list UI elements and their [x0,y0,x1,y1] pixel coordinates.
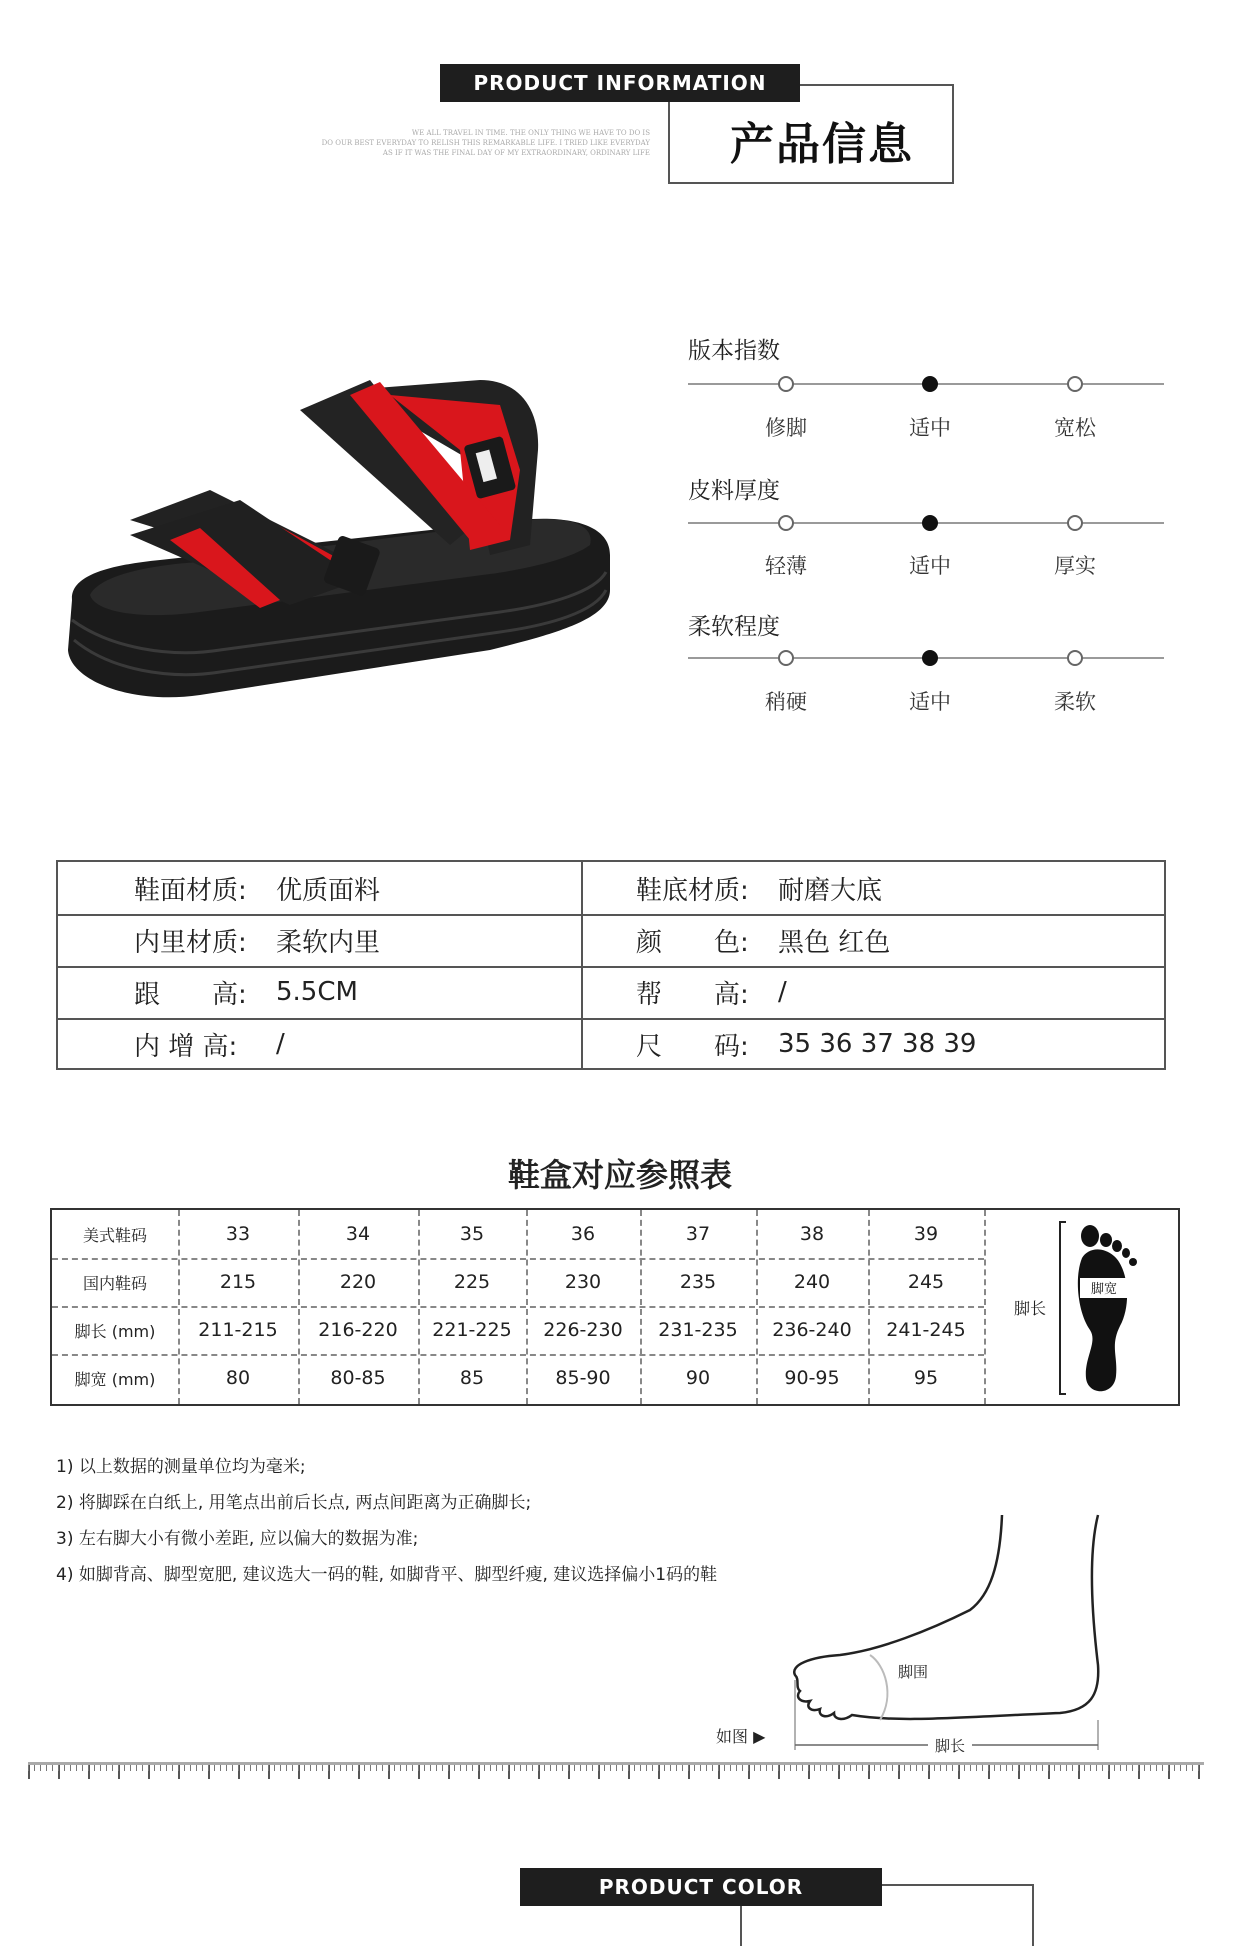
row-header: 脚长 (mm) [74,1321,156,1341]
size-cell: 85-90 [555,1367,611,1389]
rating-option-label: 轻薄 [765,554,807,578]
note-item: 2) 将脚踩在白纸上, 用笔点出前后长点, 两点间距离为正确脚长; [56,1493,532,1513]
spec-row [58,862,1164,916]
spec-row [58,914,1164,968]
spec-value: 耐磨大底 [778,875,883,906]
note-item: 3) 左右脚大小有微小差距, 应以偏大的数据为准; [56,1529,419,1549]
rating-selected-dot [922,515,938,531]
note-item: 1) 以上数据的测量单位均为毫米; [56,1457,306,1477]
size-chart-title: 鞋盒对应参照表 [507,1156,732,1194]
spec-label: 尺 码: [636,1031,749,1062]
product-color-banner [520,1868,882,1906]
size-row [52,1306,984,1354]
footer-banner-text: PRODUCT COLOR [598,1875,804,1899]
size-cell: 225 [453,1271,491,1293]
rating-option-dot [1067,650,1083,666]
tagline [110,128,650,158]
row-header: 国内鞋码 [82,1273,147,1293]
spec-value: / [276,1029,285,1059]
foot-width-label: 脚宽 [1090,1282,1118,1297]
spec-value: 35 36 37 38 39 [778,1029,977,1059]
size-cell: 226-230 [543,1319,623,1341]
spec-table [56,860,1166,1070]
page-title: 产品信息 [730,119,914,170]
diagram-pointer-label: 如图 ▶ [716,1727,766,1746]
spec-label: 内 增 高: [134,1031,238,1062]
rating-option-dot [1067,515,1083,531]
size-cell: 216-220 [318,1319,398,1341]
tagline-line: WE ALL TRAVEL IN TIME. THE ONLY THING WE HAVE TO DO IS [411,129,650,137]
size-cell: 38 [799,1223,825,1245]
size-cell: 211-215 [198,1319,278,1341]
rating-option-label: 厚实 [1054,554,1096,578]
size-row [52,1258,984,1306]
size-row [52,1210,984,1258]
size-cell: 95 [913,1367,939,1389]
footprint-icon [1054,1218,1174,1398]
product-information-banner [440,64,800,102]
size-cell: 80-85 [330,1367,386,1389]
size-cell: 36 [570,1223,596,1245]
spec-value: 优质面料 [276,875,381,906]
spec-value: 黑色 红色 [778,927,891,958]
rating-option-label: 适中 [909,416,951,440]
size-cell: 240 [793,1271,831,1293]
size-cell: 220 [339,1271,377,1293]
rating-option-label: 修脚 [765,416,807,440]
rating-title: 皮料厚度 [688,478,780,504]
size-cell: 230 [564,1271,602,1293]
spec-label: 鞋面材质: [134,875,247,906]
rating-option-dot [778,376,794,392]
row-header: 脚宽 (mm) [74,1369,156,1389]
rating-option-label: 适中 [909,690,951,714]
size-cell: 245 [907,1271,945,1293]
size-cell: 35 [459,1223,485,1245]
size-cell: 85 [459,1367,485,1389]
size-cell: 37 [685,1223,711,1245]
rating-title: 版本指数 [688,338,780,364]
size-cell: 90-95 [784,1367,840,1389]
spec-row [58,966,1164,1020]
tagline-line: DO OUR BEST EVERYDAY TO RELISH THIS REMARKABLE LIFE. I TRIED LIKE EVERYDAY [321,139,650,147]
size-cell: 33 [225,1223,251,1245]
size-cell: 241-245 [886,1319,966,1341]
foot-length-label: 脚长 [1014,1299,1047,1318]
spec-label: 鞋底材质: [636,875,749,906]
size-cell: 34 [345,1223,371,1245]
rating-option-label: 稍硬 [765,690,807,714]
foot-girth-label: 脚围 [898,1663,929,1681]
size-chart-table [50,1208,1180,1406]
size-cell: 90 [685,1367,711,1389]
spec-label: 颜 色: [636,927,749,958]
spec-value: / [778,977,787,1007]
size-row [52,1354,984,1402]
spec-label: 内里材质: [134,927,247,958]
tagline-line: AS IF IT WAS THE FINAL DAY OF MY EXTRAORDINARY, ORDINARY LIFE [382,149,650,157]
spec-value: 5.5CM [276,977,358,1007]
rating-option-dot [1067,376,1083,392]
banner-text: PRODUCT INFORMATION [473,71,767,95]
rating-option-label: 柔软 [1054,690,1096,714]
ruler-divider [28,1762,1204,1783]
note-item: 4) 如脚背高、脚型宽肥, 建议选大一码的鞋, 如脚背平、脚型纤瘦, 建议选择偏小1码的鞋 [56,1565,718,1585]
spec-value: 柔软内里 [276,927,381,958]
size-cell: 231-235 [658,1319,738,1341]
size-cell: 215 [219,1271,257,1293]
product-sandal-image [50,350,630,760]
size-cell: 221-225 [432,1319,512,1341]
spec-label: 帮 高: [636,979,749,1010]
size-cell: 235 [679,1271,717,1293]
rating-title: 柔软程度 [688,614,780,640]
rating-option-dot [778,650,794,666]
rating-option-label: 宽松 [1054,416,1096,440]
rating-option-label: 适中 [909,554,951,578]
spec-label: 跟 高: [134,979,247,1010]
rating-option-dot [778,515,794,531]
size-cell: 39 [913,1223,939,1245]
foot-length-label: 脚长 [934,1737,966,1755]
size-cell: 236-240 [772,1319,852,1341]
row-header: 美式鞋码 [82,1225,147,1245]
size-cell: 80 [225,1367,251,1389]
rating-selected-dot [922,376,938,392]
column-divider [984,1210,986,1404]
spec-row [58,1018,1164,1070]
rating-selected-dot [922,650,938,666]
